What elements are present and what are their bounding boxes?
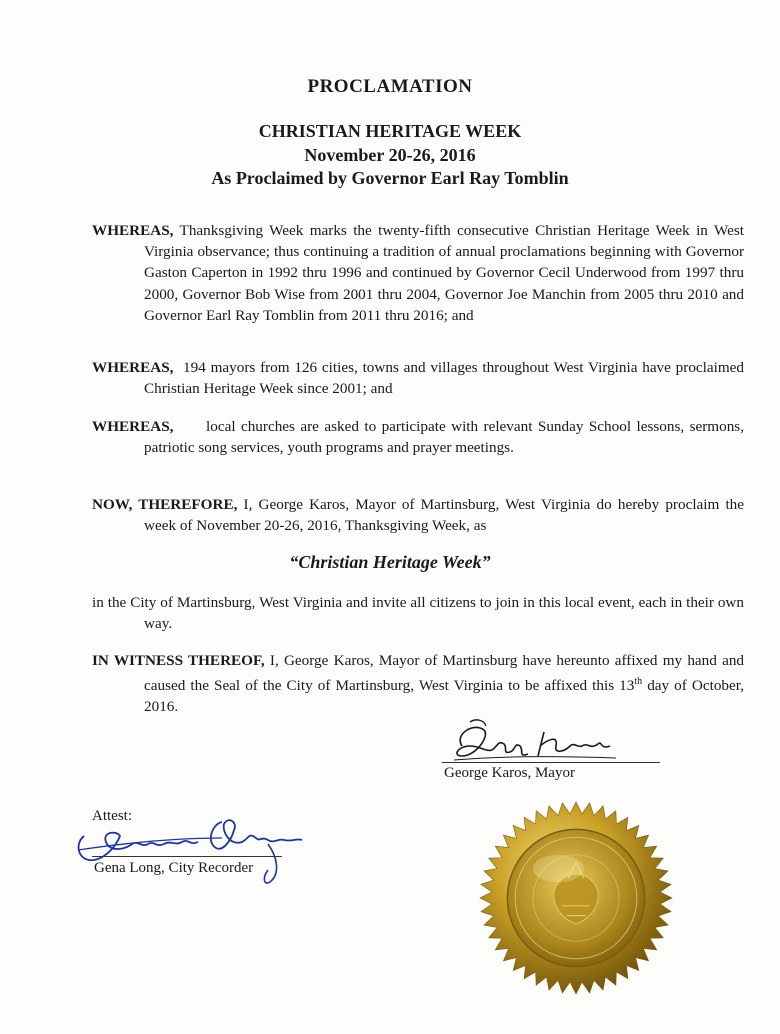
- paragraph-text: local churches are asked to participate with relevant Sunday School lessons, sermons, patriotic song services, youth programs and prayer meetings.: [144, 418, 745, 457]
- now-therefore-paragraph: [92, 494, 744, 536]
- mayor-handwritten-signature: [440, 716, 620, 772]
- mayor-signature-name: George Karos, Mayor: [444, 765, 575, 781]
- whereas-paragraph-1: [92, 220, 744, 326]
- paragraph-text: I, George Karos, Mayor of Martinsburg, West Virginia do hereby proclaim the week of November 20-26, 2016, Thanksgiving Week, as: [144, 496, 744, 535]
- recorder-signature-line: [92, 856, 282, 857]
- witness-text-after: day of October, 2016.: [144, 677, 744, 716]
- paragraph-lead: IN WITNESS THEREOF,: [92, 652, 265, 669]
- paragraph-lead: WHEREAS,: [92, 359, 174, 376]
- paragraph-lead: WHEREAS,: [92, 222, 174, 239]
- heading-proclaimed-by: As Proclaimed by Governor Earl Ray Tomblin: [211, 168, 569, 188]
- mayor-signature-line: [442, 762, 660, 763]
- paragraph-lead: NOW, THEREFORE,: [92, 496, 238, 513]
- witness-paragraph: [92, 650, 744, 718]
- paragraph-text: 194 mayors from 126 cities, towns and villages throughout West Virginia have proclaimed Christian Heritage Week since 2001; and: [144, 359, 744, 398]
- paragraph-lead: WHEREAS,: [92, 418, 174, 435]
- heading-dates: November 20-26, 2016: [304, 145, 476, 165]
- recorder-signature-name: Gena Long, City Recorder: [94, 860, 254, 876]
- paragraph-text: Thanksgiving Week marks the twenty-fifth consecutive Christian Heritage Week in West Virginia observance; thus continuing a tradition of annual proclamations beginning with Governor Gaston Caperton in 1992 thru 1996 and continued by Governor Cecil Underwood from 1997 thru 2000, Governor Bob Wise from 2001 thru 2004, Governor Joe Manchin from 2005 thru 2010 and Governor Earl Ray Tomblin from 2011 thru 2016; and: [144, 222, 744, 324]
- heading-event-name: CHRISTIAN HERITAGE WEEK: [258, 121, 522, 141]
- whereas-paragraph-3: [92, 416, 744, 458]
- attest-label: Attest:: [92, 808, 132, 824]
- proclaimed-motto: “Christian Heritage Week”: [289, 552, 491, 572]
- document-title: PROCLAMATION: [307, 76, 473, 97]
- gold-city-seal: [478, 800, 674, 996]
- date-ordinal-suffix: th: [634, 676, 643, 688]
- witness-text-before: I, George Karos, Mayor of Martinsburg have hereunto affixed my hand and caused the Seal of the City of Martinsburg, West Virginia to be affixed this 13: [144, 652, 745, 695]
- paragraph-text: in the City of Martinsburg, West Virginia and invite all citizens to join in this local event, each in their own way.: [92, 594, 744, 633]
- whereas-paragraph-2: [92, 357, 744, 399]
- city-paragraph: [92, 592, 744, 634]
